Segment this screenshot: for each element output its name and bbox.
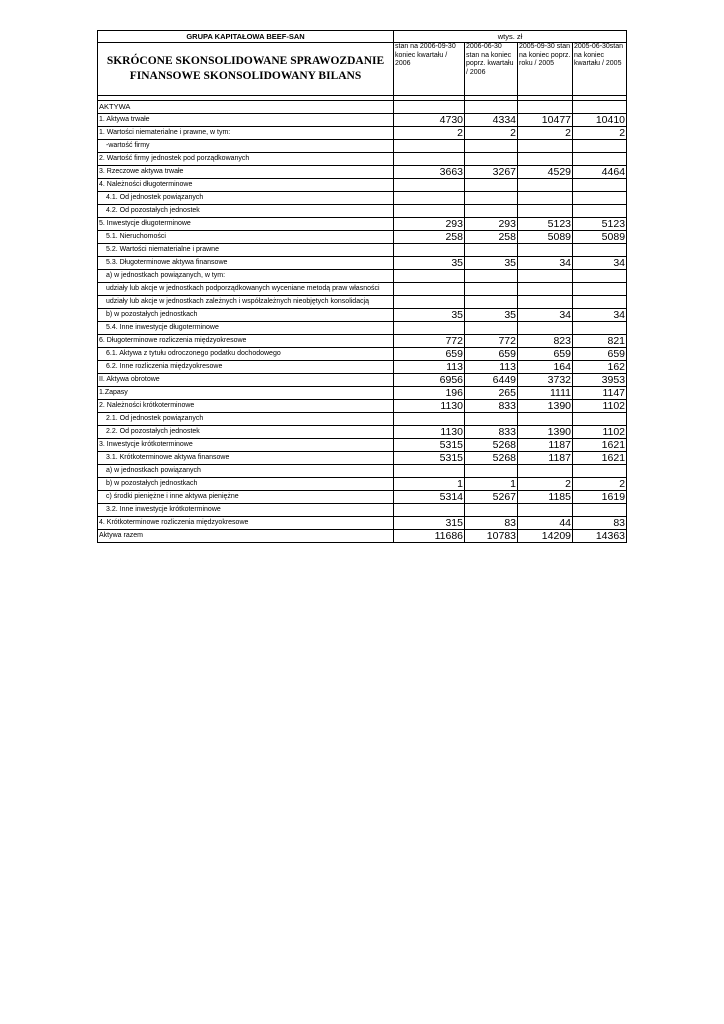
- value-cell: 2: [518, 127, 573, 140]
- value-cell: [573, 244, 627, 257]
- value-cell: 35: [465, 257, 518, 270]
- table-row: [98, 140, 627, 153]
- row-label: 6.2. Inne rozliczenia międzyokresowe: [98, 361, 394, 374]
- value-cell: 1390: [518, 426, 573, 439]
- table-row: [98, 205, 627, 218]
- row-label: 1.Zapasy: [98, 387, 394, 400]
- value-cell: 1185: [518, 491, 573, 504]
- value-cell: 823: [518, 335, 573, 348]
- value-cell: [573, 322, 627, 335]
- value-cell: [465, 296, 518, 309]
- value-cell: [518, 270, 573, 283]
- value-cell: [394, 504, 465, 517]
- table-row: [98, 530, 627, 543]
- row-label: b) w pozostałych jednostkach: [98, 309, 394, 322]
- value-cell: [394, 244, 465, 257]
- value-cell: 34: [573, 309, 627, 322]
- value-cell: 113: [394, 361, 465, 374]
- row-label: 2. Należności krótkoterminowe: [98, 400, 394, 413]
- value-cell: [394, 413, 465, 426]
- value-cell: 5315: [394, 452, 465, 465]
- value-cell: 35: [465, 309, 518, 322]
- value-cell: 1130: [394, 426, 465, 439]
- value-cell: 5315: [394, 439, 465, 452]
- row-label: 4. Krótkoterminowe rozliczenia międzyokresowe: [98, 517, 394, 530]
- row-label: a) w jednostkach powiązanych, w tym:: [98, 270, 394, 283]
- value-cell: [394, 322, 465, 335]
- value-cell: 1621: [573, 452, 627, 465]
- empty-cell: [394, 101, 465, 114]
- row-label: udziały lub akcje w jednostkach zależnych i współzależnych nieobjętych konsolidacją: [98, 296, 394, 309]
- value-cell: 5089: [518, 231, 573, 244]
- value-cell: [573, 140, 627, 153]
- header-row: [98, 31, 627, 43]
- value-cell: 2: [573, 478, 627, 491]
- value-cell: 1: [465, 478, 518, 491]
- value-cell: [465, 270, 518, 283]
- value-cell: [573, 413, 627, 426]
- table-row: [98, 166, 627, 179]
- row-label: 2.2. Od pozostałych jednostek: [98, 426, 394, 439]
- value-cell: 659: [518, 348, 573, 361]
- value-cell: 10783: [465, 530, 518, 543]
- value-cell: [518, 465, 573, 478]
- row-label: 3. Inwestycje krótkoterminowe: [98, 439, 394, 452]
- row-label: 4.2. Od pozostałych jednostek: [98, 205, 394, 218]
- value-cell: 5268: [465, 439, 518, 452]
- table-row: [98, 335, 627, 348]
- value-cell: [518, 140, 573, 153]
- section-row: [98, 101, 627, 114]
- table-row: [98, 413, 627, 426]
- value-cell: [518, 504, 573, 517]
- column-header: 2005-06-30stan na koniec kwartału / 2005: [573, 43, 627, 96]
- value-cell: 1621: [573, 439, 627, 452]
- value-cell: [518, 322, 573, 335]
- table-row: [98, 478, 627, 491]
- value-cell: 11686: [394, 530, 465, 543]
- value-cell: 659: [573, 348, 627, 361]
- value-cell: [465, 192, 518, 205]
- value-cell: 164: [518, 361, 573, 374]
- value-cell: 315: [394, 517, 465, 530]
- column-header: 2006-06-30 stan na koniec poprz. kwartału / 2006: [465, 43, 518, 96]
- row-label: 6. Długoterminowe rozliczenia międzyokresowe: [98, 335, 394, 348]
- value-cell: 4730: [394, 114, 465, 127]
- value-cell: 6956: [394, 374, 465, 387]
- table-row: [98, 244, 627, 257]
- value-cell: 5123: [518, 218, 573, 231]
- value-cell: 4334: [465, 114, 518, 127]
- value-cell: [465, 179, 518, 192]
- value-cell: 1: [394, 478, 465, 491]
- value-cell: 2: [465, 127, 518, 140]
- value-cell: [394, 205, 465, 218]
- units-label: wtys. zł: [394, 31, 627, 43]
- row-label: 1. Wartości niematerialne i prawne, w tym:: [98, 127, 394, 140]
- table-row: [98, 387, 627, 400]
- value-cell: 34: [518, 257, 573, 270]
- table-row: [98, 114, 627, 127]
- row-label: 5.3. Długoterminowe aktywa finansowe: [98, 257, 394, 270]
- value-cell: 258: [394, 231, 465, 244]
- value-cell: [465, 140, 518, 153]
- table-row: [98, 270, 627, 283]
- value-cell: 1102: [573, 426, 627, 439]
- value-cell: [465, 322, 518, 335]
- value-cell: 4529: [518, 166, 573, 179]
- row-label: 3. Rzeczowe aktywa trwałe: [98, 166, 394, 179]
- table-row: [98, 426, 627, 439]
- value-cell: 83: [465, 517, 518, 530]
- table-row: [98, 348, 627, 361]
- table-row: [98, 452, 627, 465]
- empty-cell: [465, 101, 518, 114]
- value-cell: 265: [465, 387, 518, 400]
- value-cell: [465, 244, 518, 257]
- table-row: [98, 491, 627, 504]
- row-label: 4.1. Od jednostek powiązanych: [98, 192, 394, 205]
- value-cell: 113: [465, 361, 518, 374]
- table-row: [98, 218, 627, 231]
- value-cell: 3267: [465, 166, 518, 179]
- empty-cell: [518, 101, 573, 114]
- value-cell: 35: [394, 257, 465, 270]
- table-row: [98, 283, 627, 296]
- value-cell: 1187: [518, 439, 573, 452]
- balance-sheet-table: [97, 30, 627, 543]
- row-label: -wartość firmy: [98, 140, 394, 153]
- value-cell: [394, 465, 465, 478]
- value-cell: [465, 504, 518, 517]
- value-cell: 1187: [518, 452, 573, 465]
- value-cell: 10477: [518, 114, 573, 127]
- value-cell: 1130: [394, 400, 465, 413]
- value-cell: [573, 270, 627, 283]
- value-cell: [518, 153, 573, 166]
- value-cell: 2: [394, 127, 465, 140]
- value-cell: [465, 205, 518, 218]
- table-row: [98, 309, 627, 322]
- value-cell: [573, 192, 627, 205]
- row-label: 5.2. Wartości niematerialne i prawne: [98, 244, 394, 257]
- value-cell: 5268: [465, 452, 518, 465]
- value-cell: 2: [518, 478, 573, 491]
- value-cell: 14363: [573, 530, 627, 543]
- empty-cell: [573, 101, 627, 114]
- table-row: [98, 296, 627, 309]
- value-cell: 5267: [465, 491, 518, 504]
- value-cell: 34: [518, 309, 573, 322]
- table-row: [98, 374, 627, 387]
- company-name: GRUPA KAPITAŁOWA BEEF-SAN: [98, 31, 394, 43]
- value-cell: [518, 413, 573, 426]
- value-cell: [465, 283, 518, 296]
- row-label: b) w pozostałych jednostkach: [98, 478, 394, 491]
- table-row: [98, 322, 627, 335]
- value-cell: [573, 465, 627, 478]
- value-cell: [394, 153, 465, 166]
- value-cell: [573, 179, 627, 192]
- value-cell: 772: [465, 335, 518, 348]
- value-cell: [573, 153, 627, 166]
- value-cell: [518, 192, 573, 205]
- value-cell: [573, 504, 627, 517]
- value-cell: 6449: [465, 374, 518, 387]
- row-label: 5. Inwestycje długoterminowe: [98, 218, 394, 231]
- table-row: [98, 153, 627, 166]
- table-row: [98, 400, 627, 413]
- value-cell: 3732: [518, 374, 573, 387]
- row-label: 5.1. Nieruchomości: [98, 231, 394, 244]
- row-label: 3.1. Krótkoterminowe aktywa finansowe: [98, 452, 394, 465]
- row-label: II. Aktywa obrotowe: [98, 374, 394, 387]
- value-cell: [394, 192, 465, 205]
- value-cell: [394, 296, 465, 309]
- value-cell: 1111: [518, 387, 573, 400]
- value-cell: 14209: [518, 530, 573, 543]
- row-label: 2.1. Od jednostek powiązanych: [98, 413, 394, 426]
- title-row: [98, 43, 627, 96]
- value-cell: [394, 270, 465, 283]
- value-cell: 1147: [573, 387, 627, 400]
- value-cell: [518, 205, 573, 218]
- table-row: [98, 361, 627, 374]
- value-cell: 4464: [573, 166, 627, 179]
- value-cell: 1102: [573, 400, 627, 413]
- value-cell: 833: [465, 426, 518, 439]
- value-cell: [465, 153, 518, 166]
- value-cell: 35: [394, 309, 465, 322]
- row-label: udziały lub akcje w jednostkach podporządkowanych wyceniane metodą praw własności: [98, 283, 394, 296]
- value-cell: 659: [465, 348, 518, 361]
- value-cell: [573, 205, 627, 218]
- table-row: [98, 517, 627, 530]
- table-row: [98, 465, 627, 478]
- value-cell: [573, 296, 627, 309]
- value-cell: 10410: [573, 114, 627, 127]
- value-cell: [394, 283, 465, 296]
- value-cell: 83: [573, 517, 627, 530]
- row-label: 6.1. Aktywa z tytułu odroczonego podatku dochodowego: [98, 348, 394, 361]
- row-label: 2. Wartość firmy jednostek pod porządkowanych: [98, 153, 394, 166]
- value-cell: 258: [465, 231, 518, 244]
- row-label: c) środki pieniężne i inne aktywa pieniężne: [98, 491, 394, 504]
- table-row: [98, 504, 627, 517]
- column-header: 2005-09-30 stan na koniec poprz. roku / 2005: [518, 43, 573, 96]
- value-cell: 1619: [573, 491, 627, 504]
- row-label: 3.2. Inne inwestycje krótkoterminowe: [98, 504, 394, 517]
- table-row: [98, 439, 627, 452]
- value-cell: 5123: [573, 218, 627, 231]
- value-cell: 5089: [573, 231, 627, 244]
- value-cell: 821: [573, 335, 627, 348]
- value-cell: [518, 179, 573, 192]
- value-cell: [518, 296, 573, 309]
- value-cell: 196: [394, 387, 465, 400]
- row-label: 5.4. Inne inwestycje długoterminowe: [98, 322, 394, 335]
- value-cell: 833: [465, 400, 518, 413]
- value-cell: 772: [394, 335, 465, 348]
- value-cell: [394, 179, 465, 192]
- value-cell: 659: [394, 348, 465, 361]
- value-cell: 1390: [518, 400, 573, 413]
- value-cell: 162: [573, 361, 627, 374]
- value-cell: [518, 283, 573, 296]
- value-cell: 293: [465, 218, 518, 231]
- table-row: [98, 127, 627, 140]
- row-label: 1. Aktywa trwałe: [98, 114, 394, 127]
- value-cell: 5314: [394, 491, 465, 504]
- table-row: [98, 257, 627, 270]
- value-cell: 2: [573, 127, 627, 140]
- value-cell: 3953: [573, 374, 627, 387]
- table-row: [98, 179, 627, 192]
- value-cell: [518, 244, 573, 257]
- value-cell: [394, 140, 465, 153]
- value-cell: [465, 413, 518, 426]
- table-row: [98, 192, 627, 205]
- row-label: Aktywa razem: [98, 530, 394, 543]
- row-label: 4. Należności długoterminowe: [98, 179, 394, 192]
- section-label: AKTYWA: [98, 101, 394, 114]
- row-label: a) w jednostkach powiązanych: [98, 465, 394, 478]
- value-cell: 34: [573, 257, 627, 270]
- value-cell: 3663: [394, 166, 465, 179]
- column-header: stan na 2006-09-30 koniec kwartału / 2006: [394, 43, 465, 96]
- value-cell: [573, 283, 627, 296]
- table-row: [98, 231, 627, 244]
- value-cell: 44: [518, 517, 573, 530]
- report-title: SKRÓCONE SKONSOLIDOWANE SPRAWOZDANIE FINANSOWE SKONSOLIDOWANY BILANS: [98, 43, 394, 96]
- value-cell: 293: [394, 218, 465, 231]
- value-cell: [465, 465, 518, 478]
